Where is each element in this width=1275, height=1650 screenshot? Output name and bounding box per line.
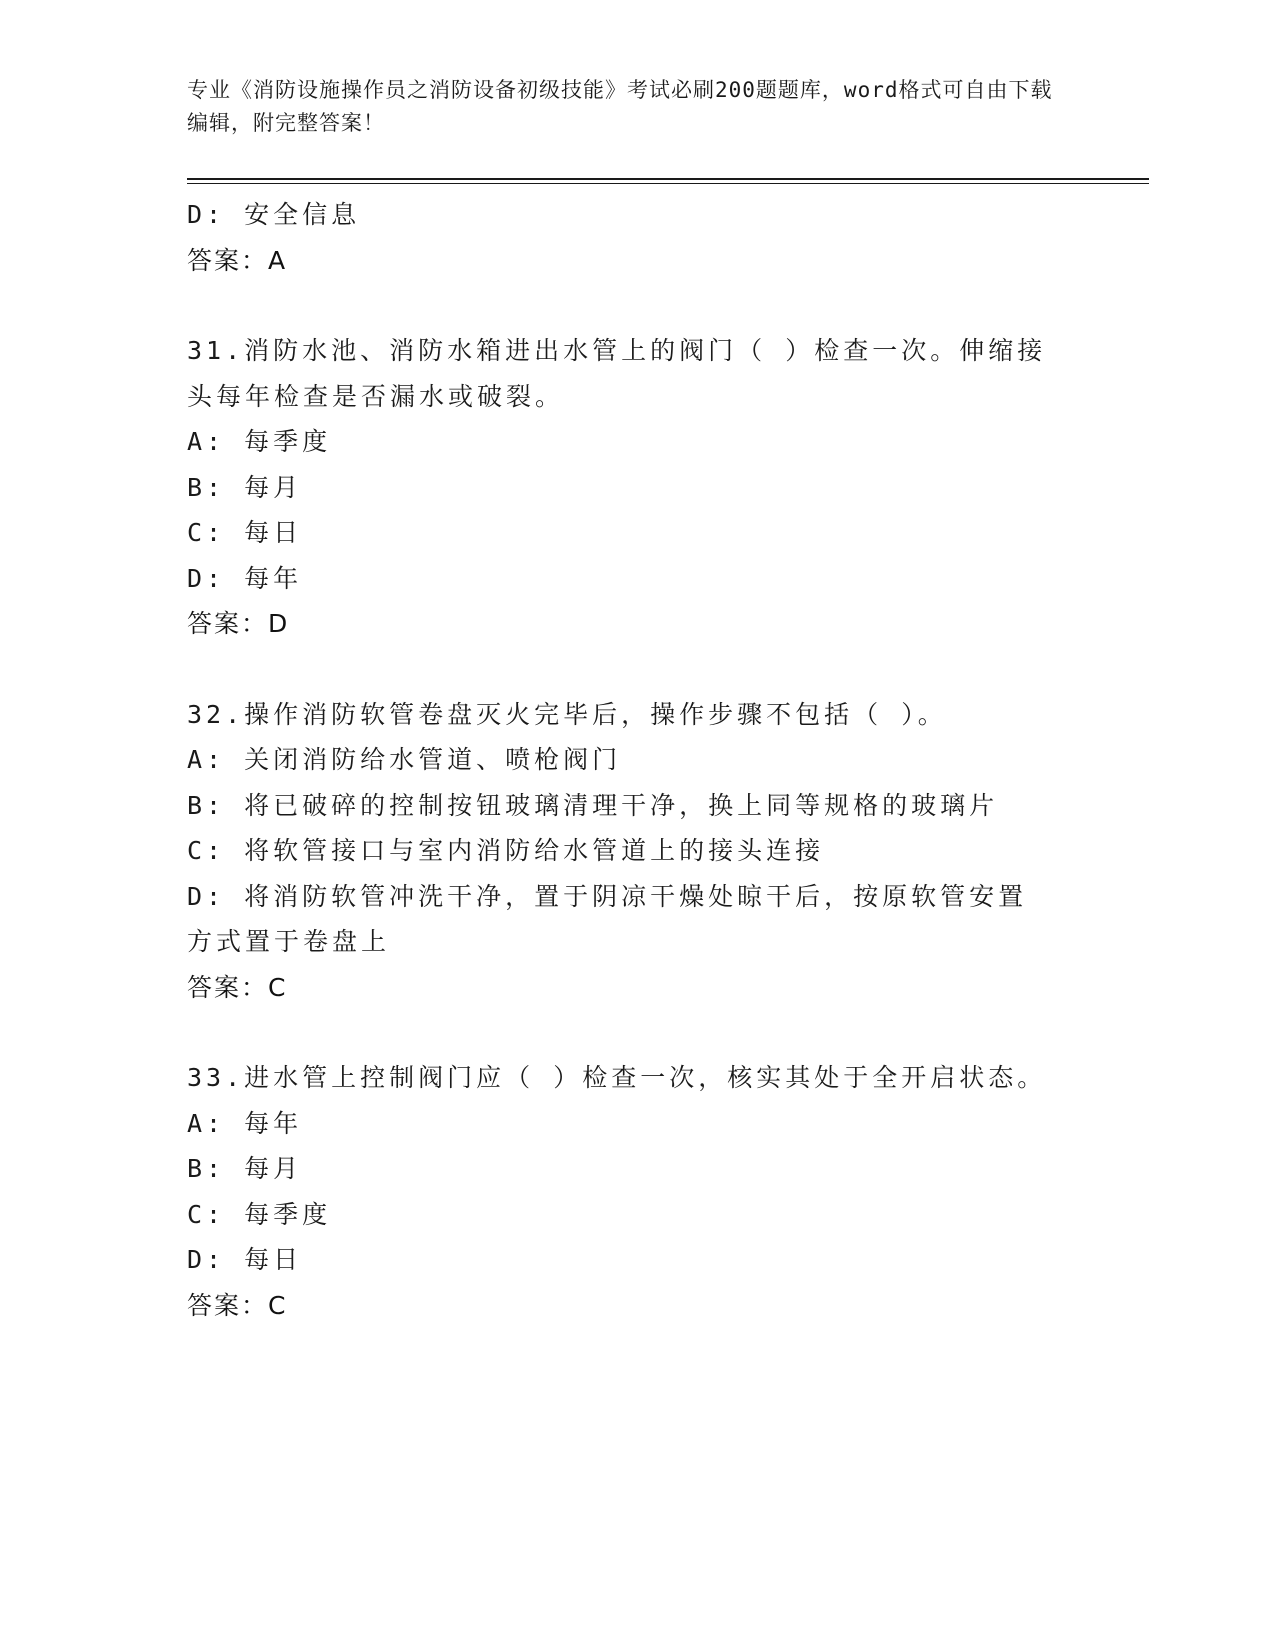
answer-line: 答案：C: [187, 972, 288, 1002]
option-a: A: 关闭消防给水管道、喷枪阀门: [187, 745, 622, 774]
question-block-31: [187, 328, 1087, 647]
prev-option-d: D: 安全信息: [187, 200, 361, 229]
document-header: [187, 74, 1067, 140]
option-a: A: 每年: [187, 1108, 303, 1138]
question-block-33: [187, 1055, 1087, 1328]
prev-answer: 答案：A: [187, 245, 288, 275]
answer-line: 答案：D: [187, 609, 290, 638]
option-d: D: 每年: [187, 563, 303, 593]
answer-line: 答案：C: [187, 1290, 288, 1320]
header-divider-thick: [187, 178, 1149, 180]
option-b: B: 将已破碎的控制按钮玻璃清理干净，换上同等规格的玻璃片: [187, 790, 999, 820]
option-a: A: 每季度: [187, 427, 332, 456]
option-d: D: 每日: [187, 1245, 303, 1274]
question-text: 31.消防水池、消防水箱进出水管上的阀门（ ）检查一次。伸缩接头每年检查是否漏水或破裂。: [187, 336, 1047, 411]
spacer: [187, 647, 1087, 692]
option-c: C: 将软管接口与室内消防给水管道上的接头连接: [187, 836, 825, 865]
option-b: B: 每月: [187, 1154, 303, 1183]
spacer: [187, 1010, 1087, 1055]
header-title: 专业《消防设施操作员之消防设备初级技能》考试必刷200题题库，word格式可自由下载编辑，附完整答案！: [187, 78, 1053, 135]
header-divider-thin: [187, 183, 1149, 184]
question-text: 32.操作消防软管卷盘灭火完毕后，操作步骤不包括（ ）。: [187, 699, 947, 729]
option-c: C: 每日: [187, 518, 303, 547]
question-text: 33.进水管上控制阀门应（ ）检查一次，核实其处于全开启状态。: [187, 1063, 1047, 1092]
spacer: [187, 283, 1087, 328]
question-content: [187, 192, 1087, 1328]
question-block-32: [187, 692, 1087, 1011]
option-d: D: 将消防软管冲洗干净，置于阴凉干燥处晾干后，按原软管安置方式置于卷盘上: [187, 881, 1028, 956]
option-c: C: 每季度: [187, 1199, 332, 1229]
option-b: B: 每月: [187, 472, 303, 502]
